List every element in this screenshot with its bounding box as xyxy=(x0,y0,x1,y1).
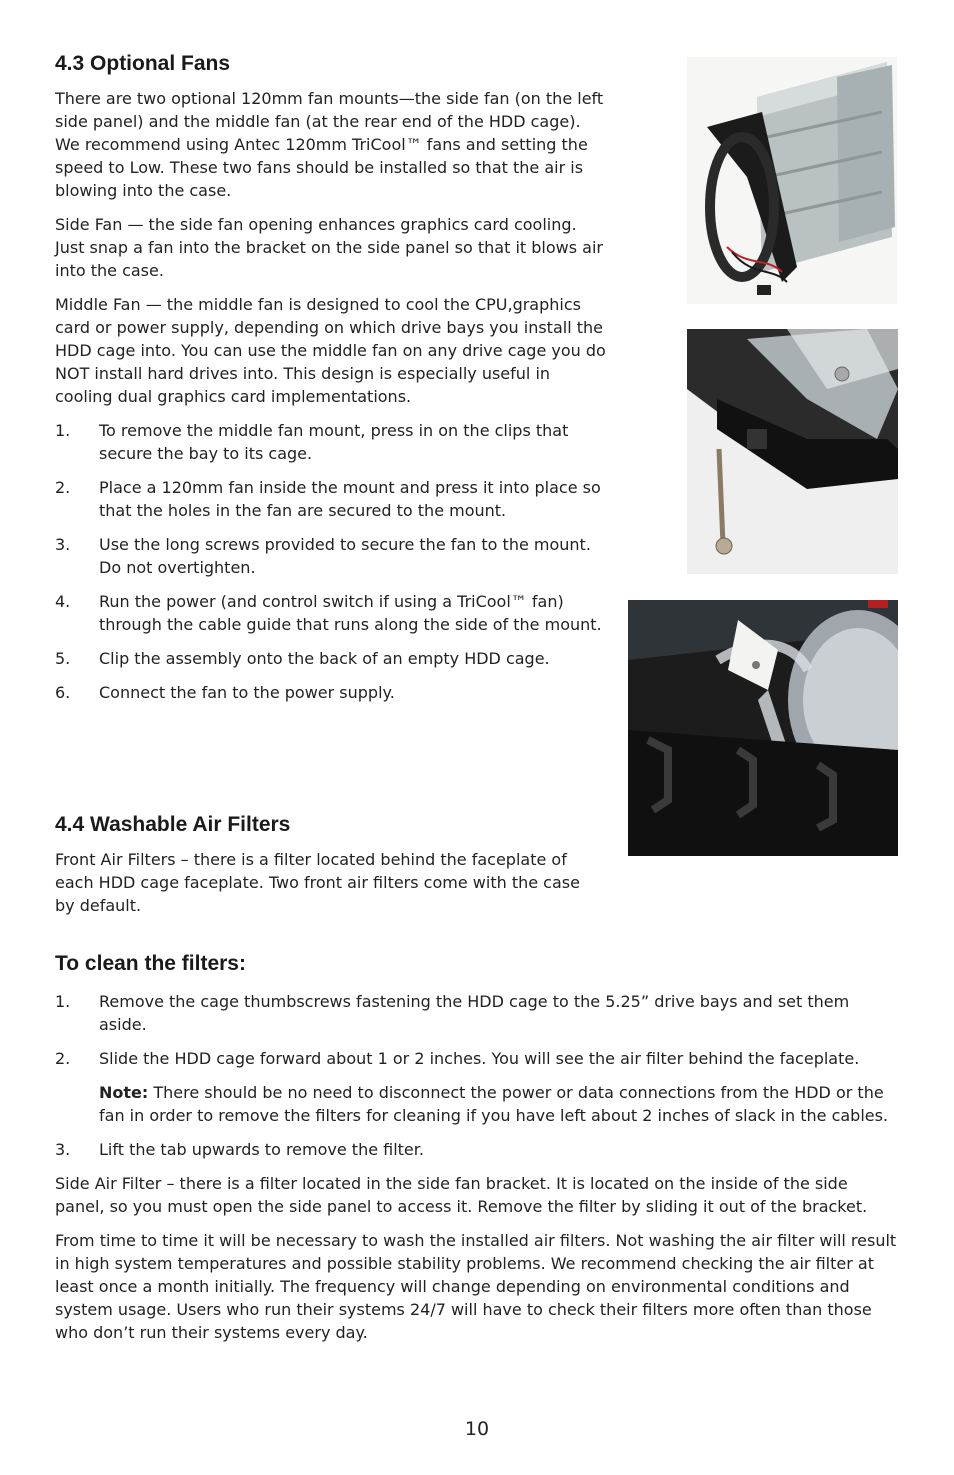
washing-paragraph: From time to time it will be necessary to wash the installed air filters. Not washing the air filter will result in high system temperatures and possible stability problems. We recommend checking the air filter at least once a month initially. The frequency will change depending on environmental conditions and system usage. Users who run their systems 24/7 will have to check their filters more often than those who don’t run their systems every day. xyxy=(55,1231,897,1342)
heading-washable-filters: 4.4 Washable Air Filters xyxy=(55,813,291,836)
section-clean-filters xyxy=(55,952,900,1344)
page-number: 10 xyxy=(464,1418,490,1440)
list-item: 3. Lift the tab upwards to remove the filter. xyxy=(55,1140,424,1159)
intro-paragraph: There are two optional 120mm fan mounts—the side fan (on the left side panel) and the middle fan (at the rear end of the HDD cage). We recommend using Antec 120mm TriCool™ fans and setting the speed to Low. These two fans should be installed so that the air is blowing into the case. xyxy=(55,89,604,200)
section-washable-filters xyxy=(55,813,600,917)
note-paragraph: Note: There should be no need to disconnect the power or data connections from the HDD or the fan in order to remove the filters for cleaning if you have left about 2 inches of slack in the cables. xyxy=(99,1083,889,1125)
fan-assembly-photo xyxy=(628,600,898,856)
list-item: 2. Slide the HDD cage forward about 1 or 2 inches. You will see the air filter behind the faceplate. xyxy=(55,1049,860,1068)
fan-mount-steps xyxy=(55,419,610,704)
side-filter-paragraph: Side Air Filter – there is a filter located in the side fan bracket. It is located on the inside of the side panel, so you must open the side panel to access it. Remove the filter by sliding it out of the bracket. xyxy=(55,1174,868,1216)
hdd-cage-photo xyxy=(687,57,897,304)
front-filters-paragraph: Front Air Filters – there is a filter located behind the faceplate of each HDD cage faceplate. Two front air filters come with the case by default. xyxy=(55,850,580,915)
note-label: Note: xyxy=(99,1083,149,1102)
list-item: 4. Run the power (and control switch if using a TriCool™ fan) through the cable guide that runs along the side of the mount. xyxy=(55,592,602,634)
side-fan-paragraph: Side Fan — the side fan opening enhances graphics card cooling. Just snap a fan into the bracket on the side panel so that it blows air into the case. xyxy=(55,215,603,280)
section-optional-fans xyxy=(55,52,610,715)
list-item: 1. Remove the cage thumbscrews fastening the HDD cage to the 5.25” drive bays and set them aside. xyxy=(55,992,850,1034)
clean-steps-continued xyxy=(55,1138,900,1161)
heading-clean-filters: To clean the filters: xyxy=(55,952,246,975)
list-item: 2. Place a 120mm fan inside the mount and press it into place so that the holes in the fan are secured to the mount. xyxy=(55,478,601,520)
list-item: 5. Clip the assembly onto the back of an empty HDD cage. xyxy=(55,649,550,668)
fan-mount-screw-photo xyxy=(687,329,898,574)
clean-steps xyxy=(55,990,900,1070)
list-item: 3. Use the long screws provided to secure the fan to the mount. Do not overtighten. xyxy=(55,535,591,577)
list-item: 6. Connect the fan to the power supply. xyxy=(55,683,395,702)
heading-optional-fans: 4.3 Optional Fans xyxy=(55,52,231,75)
middle-fan-paragraph: Middle Fan — the middle fan is designed to cool the CPU,graphics card or power supply, depending on which drive bays you install the HDD cage into. You can use the middle fan on any drive cage you do NOT install hard drives into. This design is especially useful in cooling dual graphics card implementations. xyxy=(55,295,606,406)
list-item: 1. To remove the middle fan mount, press in on the clips that secure the bay to its cage. xyxy=(55,421,569,463)
